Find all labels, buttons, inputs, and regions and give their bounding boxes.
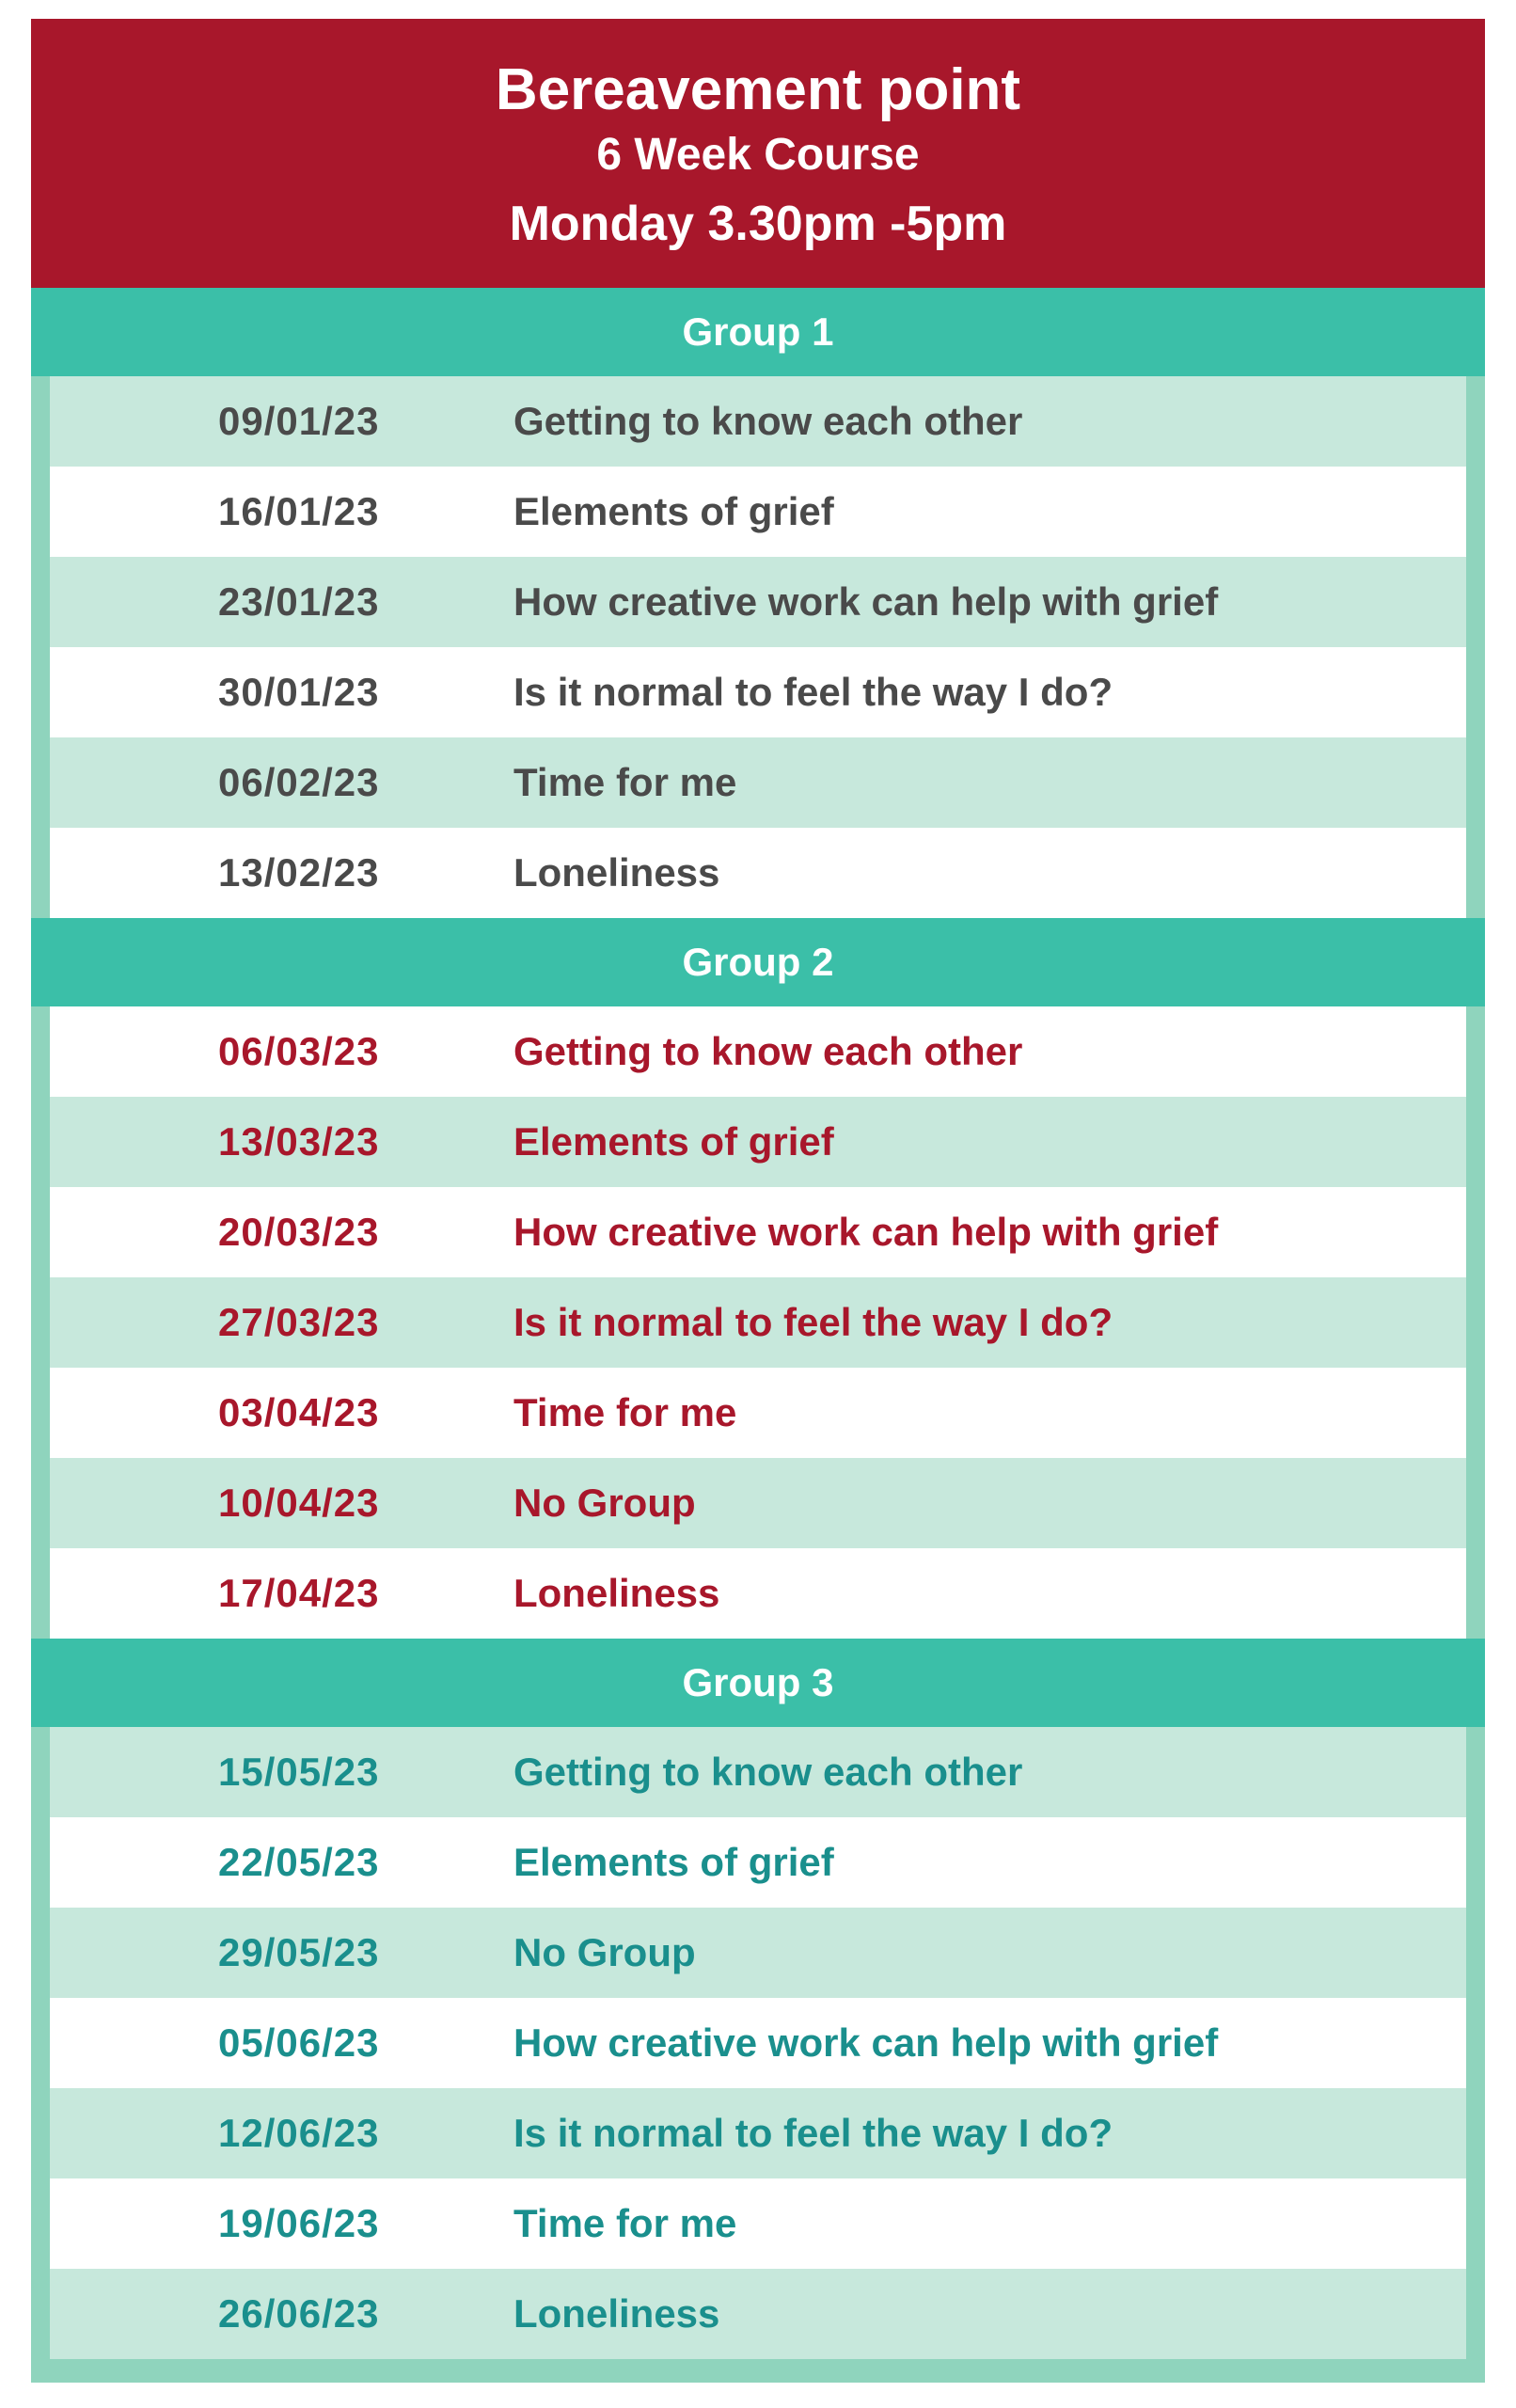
table-row [50,1097,1466,1187]
table-row [50,737,1466,828]
session-date: 03/04/23 [218,1390,380,1434]
table-row [50,376,1466,467]
session-date: 06/02/23 [218,760,380,804]
session-date: 15/05/23 [218,1750,380,1794]
session-topic: No Group [513,1481,696,1525]
session-date: 05/06/23 [218,2020,380,2065]
session-date: 13/03/23 [218,1119,380,1164]
session-date: 19/06/23 [218,2201,380,2245]
session-date: 29/05/23 [218,1930,380,1974]
table-row [50,1458,1466,1548]
header-banner [31,19,1485,288]
table-row [50,828,1466,918]
session-date: 26/06/23 [218,2291,380,2336]
session-topic: Loneliness [513,850,720,895]
session-date: 16/01/23 [218,489,380,533]
session-date: 27/03/23 [218,1300,380,1344]
table-row [50,1187,1466,1277]
table-row [50,1817,1466,1908]
course-schedule: Monday 3.30pm -5pm [509,197,1007,251]
course-length: 6 Week Course [596,130,920,180]
table-row [50,1998,1466,2088]
session-date: 10/04/23 [218,1481,380,1525]
group-2-heading: Group 2 [31,918,1485,1006]
table-row [50,1277,1466,1368]
session-date: 17/04/23 [218,1571,380,1615]
session-date: 30/01/23 [218,670,380,714]
session-date: 23/01/23 [218,579,380,624]
session-topic: Time for me [513,2201,737,2245]
table-row [50,2088,1466,2178]
session-date: 20/03/23 [218,1210,380,1254]
session-date: 13/02/23 [218,850,380,895]
session-topic: Elements of grief [513,489,834,533]
session-topic: Is it normal to feel the way I do? [513,1300,1113,1344]
table-row [50,647,1466,737]
session-topic: How creative work can help with grief [513,579,1219,624]
session-topic: Time for me [513,760,737,804]
session-topic: Loneliness [513,2291,720,2336]
table-row [50,557,1466,647]
table-row [50,2178,1466,2269]
session-date: 09/01/23 [218,399,380,443]
session-topic: Is it normal to feel the way I do? [513,670,1113,714]
table-row [50,2269,1466,2359]
table-row [50,467,1466,557]
page-title: Bereavement point [495,57,1021,122]
table-row [50,1727,1466,1817]
schedule-table [31,19,1485,2383]
session-topic: Time for me [513,1390,737,1434]
table-row [50,1908,1466,1998]
session-date: 12/06/23 [218,2111,380,2155]
session-topic: Loneliness [513,1571,720,1615]
table-row [50,1368,1466,1458]
session-topic: How creative work can help with grief [513,1210,1219,1254]
group-1-heading: Group 1 [31,288,1485,376]
session-date: 06/03/23 [218,1029,380,1073]
session-topic: Is it normal to feel the way I do? [513,2111,1113,2155]
group-3-heading: Group 3 [31,1639,1485,1727]
session-topic: Elements of grief [513,1840,834,1884]
session-topic: How creative work can help with grief [513,2020,1219,2065]
session-topic: Elements of grief [513,1119,834,1164]
session-date: 22/05/23 [218,1840,380,1884]
session-topic: Getting to know each other [513,1029,1023,1073]
session-topic: No Group [513,1930,696,1974]
table-row [50,1548,1466,1639]
session-topic: Getting to know each other [513,399,1023,443]
table-row [50,1006,1466,1097]
session-topic: Getting to know each other [513,1750,1023,1794]
